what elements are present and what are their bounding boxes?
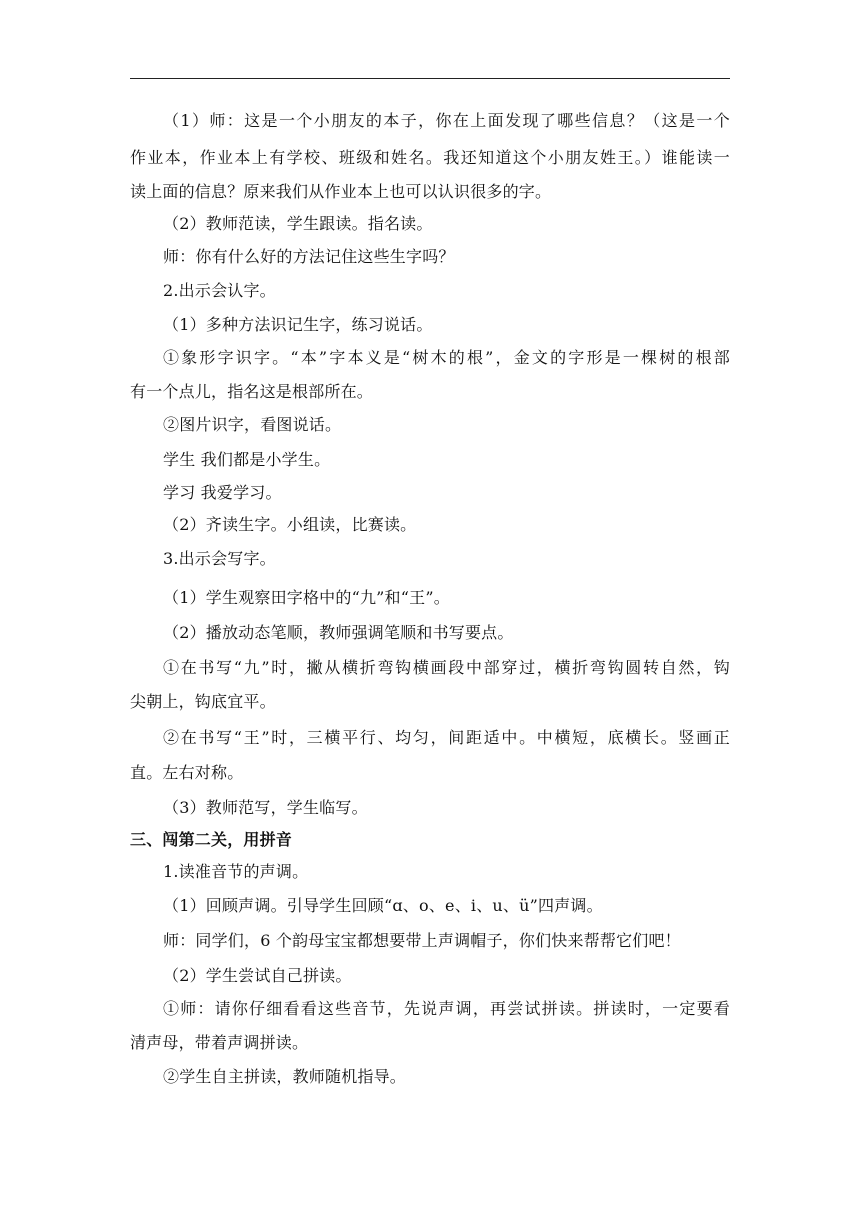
paragraph-line: （1）回顾声调。引导学生回顾“ɑ、o、e、i、u、ü”四声调。: [163, 896, 603, 915]
paragraph-line: （2）播放动态笔顺，教师强调笔顺和书写要点。: [163, 623, 514, 642]
paragraph-line: （2）学生尝试自己拼读。: [163, 966, 352, 985]
paragraph-line: 直。左右对称。: [130, 763, 244, 782]
header-rule: [130, 78, 730, 79]
paragraph-line: 读上面的信息？原来我们从作业本上也可以认识很多的字。: [130, 182, 552, 201]
paragraph-line: 学生 我们都是小学生。: [163, 450, 331, 469]
paragraph-line: ①象形字识字。“本”字本义是“树木的根”，金文的字形是一棵树的根部: [163, 348, 730, 367]
paragraph-line: 清声母，带着声调拼读。: [130, 1033, 309, 1052]
paragraph-line: ①师：请你仔细看看这些音节，先说声调，再尝试拼读。拼读时，一定要看: [163, 999, 730, 1018]
paragraph-line: ②学生自主拼读，教师随机指导。: [163, 1067, 407, 1086]
paragraph-line: （1）多种方法识记生字，练习说话。: [163, 315, 433, 334]
paragraph-line: （1）师：这是一个小朋友的本子，你在上面发现了哪些信息？（这是一个: [163, 111, 730, 130]
paragraph-line: （2）齐读生字。小组读，比赛读。: [163, 515, 417, 534]
paragraph-line: （3）教师范写，学生临写。: [163, 798, 368, 817]
paragraph-line: ①在书写“九”时，撇从横折弯钩横画段中部穿过，横折弯钩圆转自然，钩: [163, 658, 730, 677]
paragraph-line: 学习 我爱学习。: [163, 483, 282, 502]
paragraph-line: 作业本，作业本上有学校、班级和姓名。我还知道这个小朋友姓王。）谁能读一: [130, 148, 730, 167]
section-heading: 3.出示会写字。: [163, 549, 276, 568]
paragraph-line: 师：你有什么好的方法记住这些生字吗？: [163, 247, 455, 266]
paragraph-line: ②在书写“王”时，三横平行、均匀，间距适中。中横短，底横长。竖画正: [163, 728, 730, 747]
paragraph-line: 尖朝上，钩底宜平。: [130, 692, 276, 711]
paragraph-line: 有一个点儿，指名这是根部所在。: [130, 382, 374, 401]
paragraph-line: （2）教师范读，学生跟读。指名读。: [163, 214, 433, 233]
paragraph-line: ②图片识字，看图说话。: [163, 415, 342, 434]
chapter-heading: 三、闯第二关，用拼音: [130, 830, 293, 849]
paragraph-line: 师：同学们，6 个韵母宝宝都想要带上声调帽子，你们快来帮帮它们吧！: [163, 931, 681, 950]
section-heading: 1.读准音节的声调。: [163, 862, 309, 881]
paragraph-line: （1）学生观察田字格中的“九”和“王”。: [163, 588, 450, 607]
section-heading: 2.出示会认字。: [163, 281, 276, 300]
